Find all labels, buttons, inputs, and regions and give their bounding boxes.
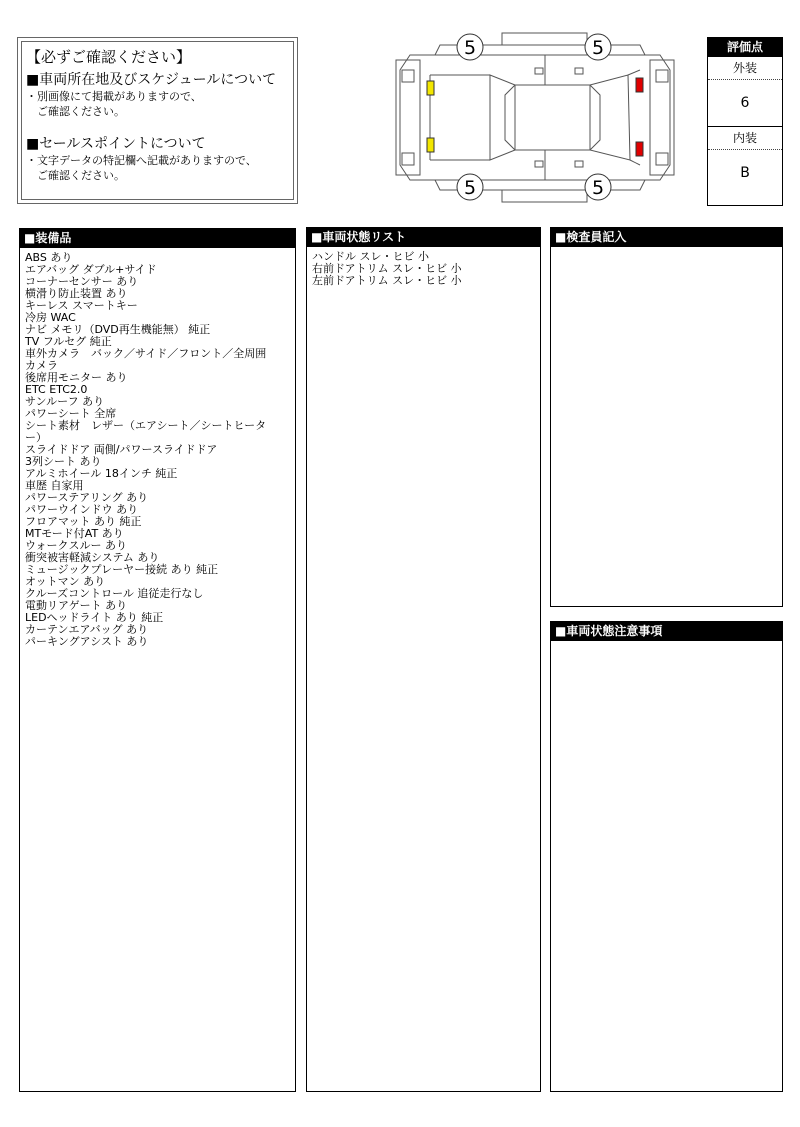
list-item: ー）: [25, 431, 47, 444]
list-item: エアバッグ ダブル+サイド: [25, 263, 157, 276]
list-item: サンルーフ あり: [25, 395, 105, 408]
list-item: ETC ETC2.0: [25, 383, 88, 396]
list-item: スライドドア 両側/パワースライドドア: [25, 443, 218, 456]
list-item: 右前ドアトリム スレ・ヒビ 小: [312, 262, 462, 275]
list-item: ウォークスルー あり: [25, 539, 127, 552]
roof-top-panel: [502, 33, 587, 45]
condition-list: [307, 247, 540, 287]
list-item: オットマン あり: [25, 575, 106, 588]
windshield: [590, 75, 630, 160]
list-item: フロアマット あり 純正: [25, 515, 142, 528]
list-item: コーナーセンサー あり: [25, 275, 139, 288]
list-item: TV フルセグ 純正: [25, 335, 112, 348]
list-item: シート素材 レザー（エアシート／シートヒータ: [25, 419, 267, 432]
list-item: パーキングアシスト あり: [25, 635, 149, 648]
notice-body-salespoint: ・文字データの特記欄へ記載がありますので、 ご確認ください。: [26, 154, 257, 182]
rear-window: [490, 75, 515, 160]
list-item: ABS あり: [25, 251, 73, 264]
tire-rear-right: [457, 174, 483, 200]
list-item: 車歴 自家用: [25, 479, 84, 492]
list-item: ナビ メモリ（DVD再生機能無） 純正: [25, 323, 211, 336]
list-item: 3列シート あり: [25, 455, 102, 468]
roof-bottom-panel: [502, 190, 587, 202]
equipment-header: ■装備品: [20, 229, 295, 248]
grade-header: 評価点: [708, 38, 782, 57]
equipment-list: [20, 248, 295, 648]
list-item: 左前ドアトリム スレ・ヒビ 小: [312, 274, 462, 287]
inspector-panel: [550, 227, 783, 607]
marker-red-bottom: [636, 142, 643, 156]
list-item: パワーシート 全席: [25, 407, 117, 420]
list-item: 電動リアゲート あり: [25, 599, 128, 612]
list-item: キーレス スマートキー: [25, 299, 138, 312]
notice-heading-location: ■車両所在地及びスケジュールについて: [26, 72, 277, 88]
tire-front-right: [585, 174, 611, 200]
marker-yellow-top: [427, 81, 434, 95]
grade-box: [707, 37, 783, 206]
list-item: 車外カメラ バック／サイド／フロント／全周囲: [25, 347, 267, 360]
notice-title: 【必ずご確認ください】: [26, 48, 192, 66]
list-item: カーテンエアバッグ あり: [25, 623, 149, 636]
exterior-label: 外装: [708, 57, 782, 80]
tire-rear-left: [457, 34, 483, 60]
list-item: ハンドル スレ・ヒビ 小: [312, 250, 429, 263]
list-item: パワーステアリング あり: [25, 491, 149, 504]
interior-label: 内装: [708, 127, 782, 150]
marker-red-top: [636, 78, 643, 92]
list-item: 後席用モニター あり: [25, 371, 128, 384]
tire-label: 5: [591, 37, 605, 59]
car-condition-diagram: [390, 30, 680, 205]
exterior-value: 6: [708, 80, 782, 127]
tire-label: 5: [463, 37, 477, 59]
notice-heading-salespoint: ■セールスポイントについて: [26, 136, 206, 152]
list-item: MTモード付AT あり: [25, 527, 124, 540]
list-item: カメラ: [25, 359, 58, 372]
list-item: 衝突被害軽減システム あり: [25, 551, 160, 564]
list-item: アルミホイール 18インチ 純正: [25, 467, 178, 480]
notice-box: [17, 37, 298, 204]
inspector-header: ■検査員記入: [551, 228, 782, 247]
notice-body-location: ・別画像にて掲載がありますので、 ご確認ください。: [26, 90, 202, 118]
condition-notes-panel: [550, 621, 783, 1092]
equipment-panel: [19, 228, 296, 1092]
list-item: 横滑り防止装置 あり: [25, 287, 128, 300]
notice-inner: [21, 41, 294, 200]
condition-list-header: ■車両状態リスト: [307, 228, 540, 247]
list-item: 冷房 WAC: [25, 311, 76, 324]
tire-front-left: [585, 34, 611, 60]
condition-list-panel: [306, 227, 541, 1092]
list-item: クルーズコントロール 追従走行なし: [25, 587, 204, 600]
marker-yellow-bottom: [427, 138, 434, 152]
tire-label: 5: [463, 177, 477, 199]
list-item: パワーウインドウ あり: [25, 503, 139, 516]
list-item: LEDヘッドライト あり 純正: [25, 611, 164, 624]
roof: [505, 85, 600, 150]
list-item: ミュージックプレーヤー接続 あり 純正: [25, 563, 219, 576]
tire-label: 5: [591, 177, 605, 199]
condition-notes-header: ■車両状態注意事項: [551, 622, 782, 641]
interior-value: B: [740, 165, 750, 181]
